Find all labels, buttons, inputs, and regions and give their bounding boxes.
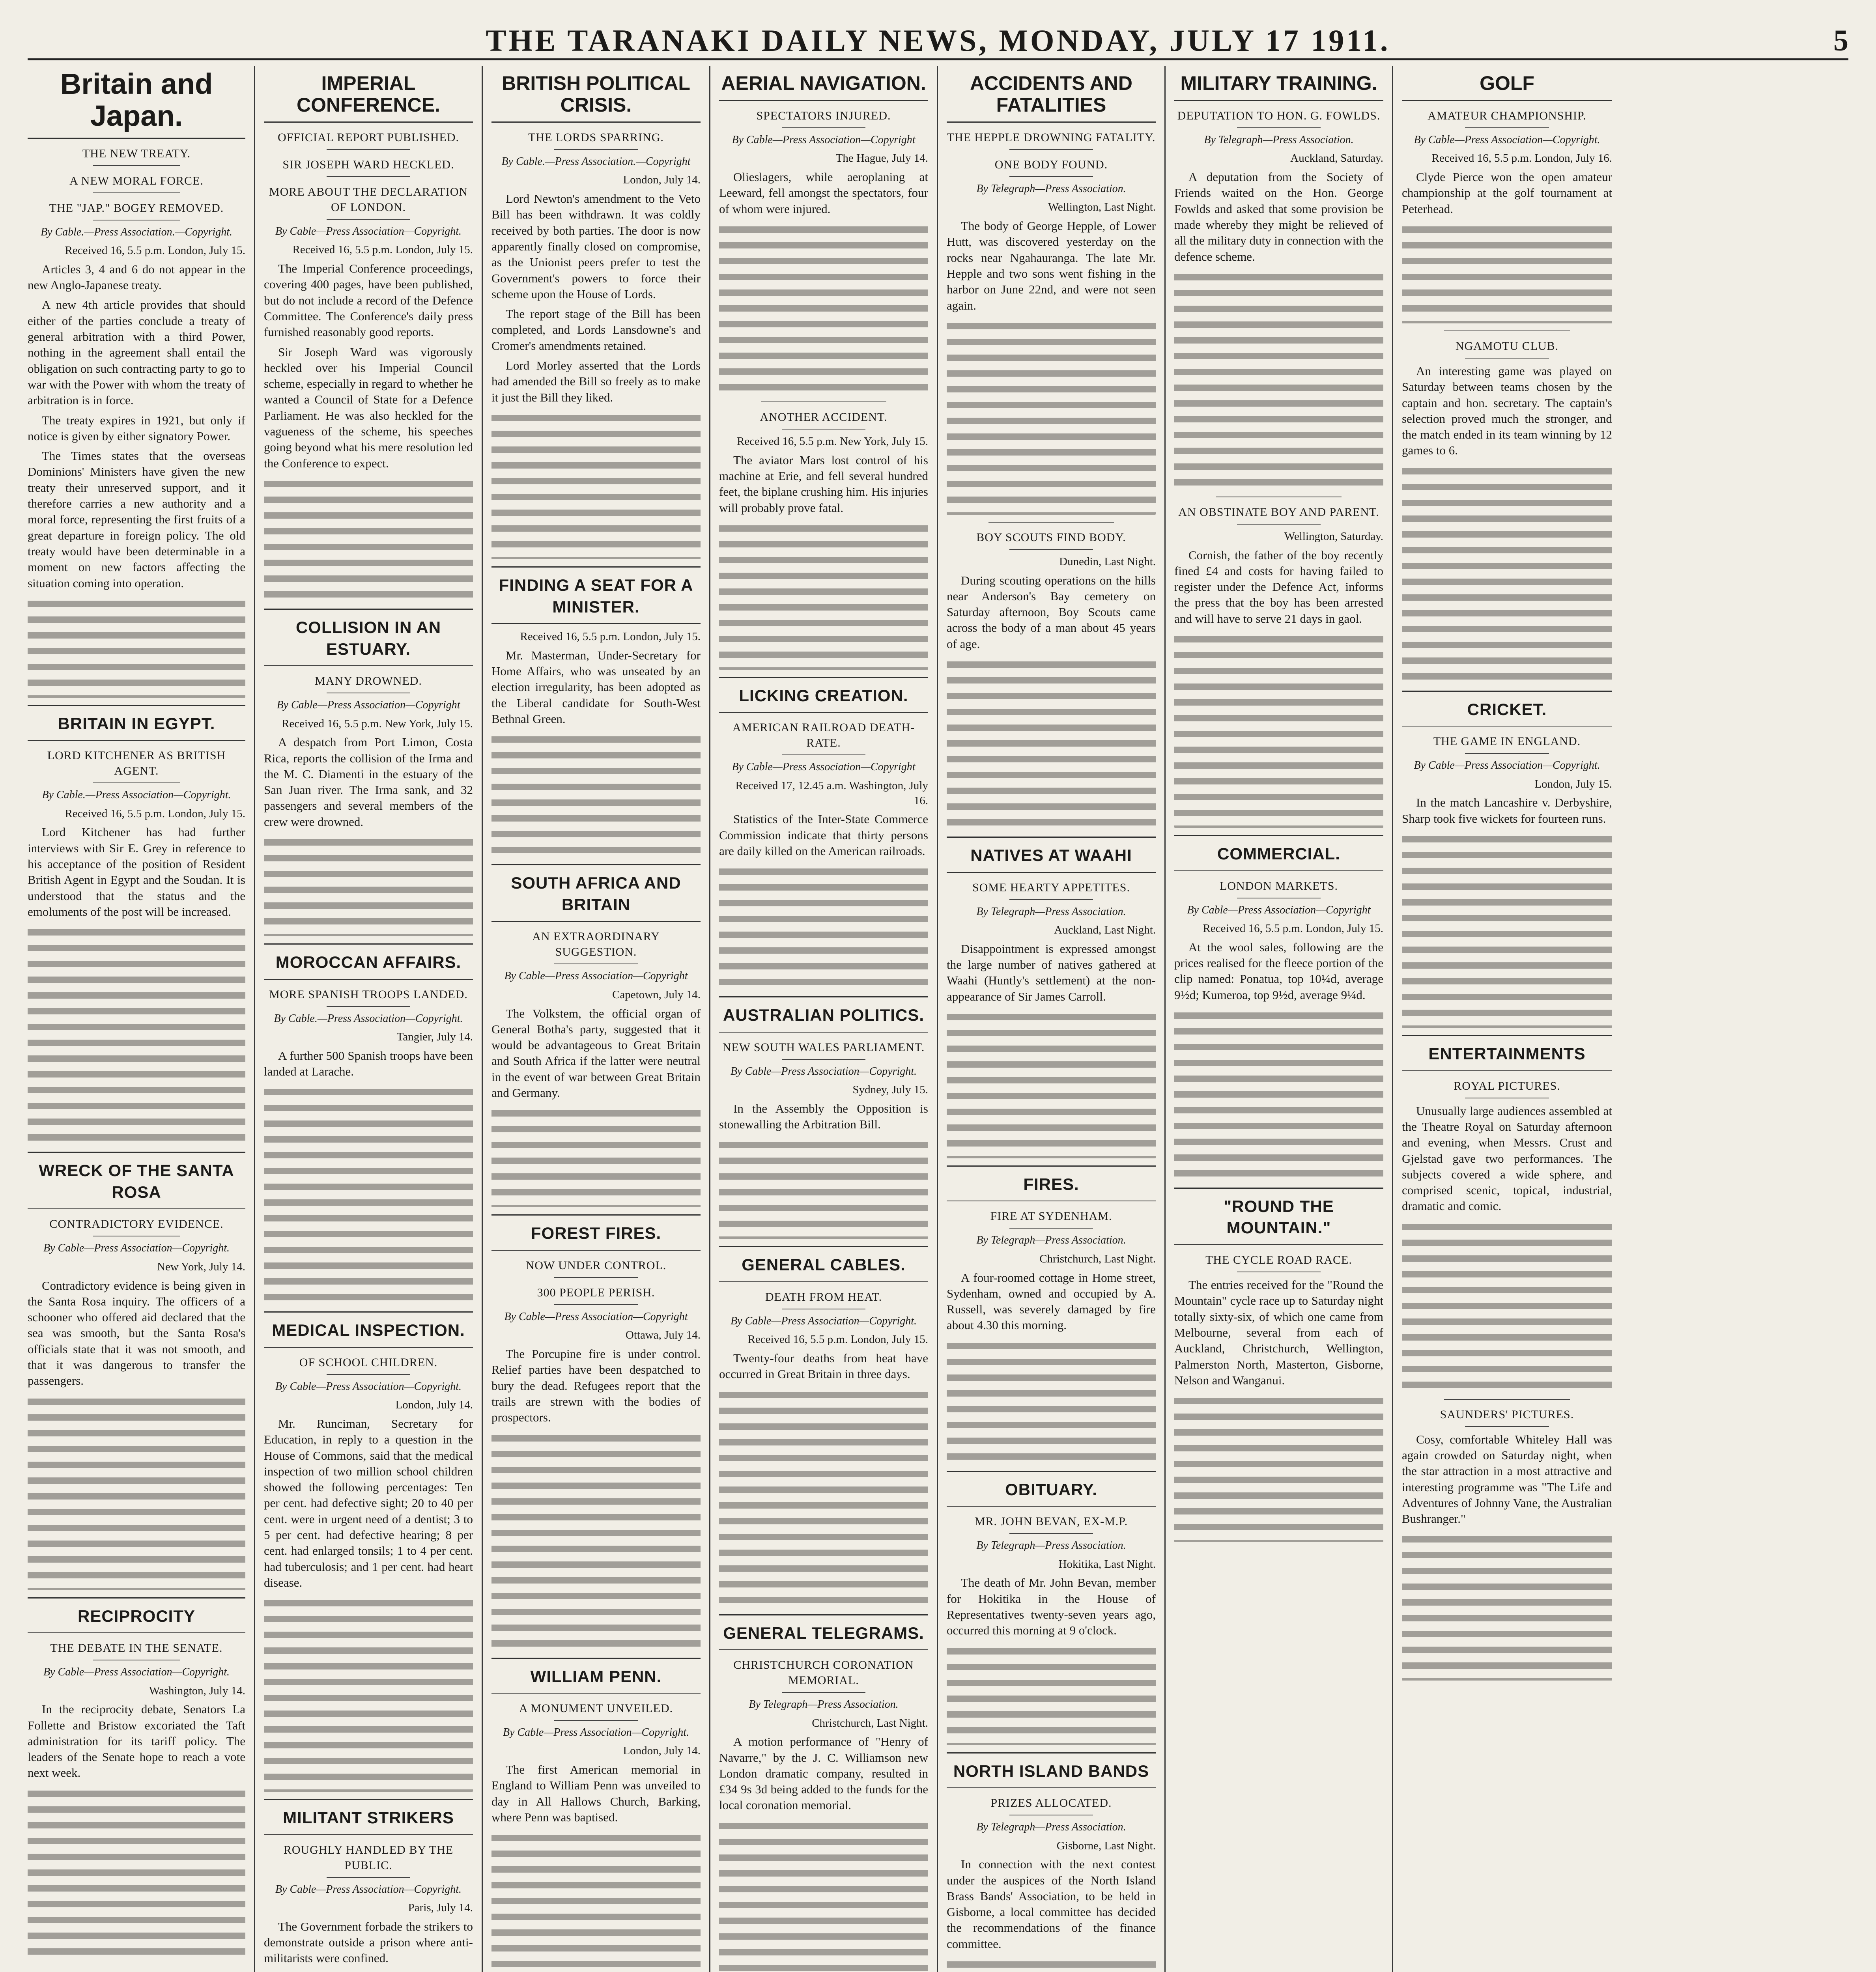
article-credit: By Cable—Press Association—Copyright.	[730, 1315, 917, 1327]
article-dateline: Received 16, 5.5 p.m. London, July 15.	[520, 630, 701, 643]
article-paragraph: Disappointment is expressed amongst the large number of natives gathered at Waahi (Huntly's settlement) at the non-appearance of Sir James Carroll.	[947, 941, 1156, 1003]
article-subheading: THE DEBATE IN THE SENATE.	[28, 1640, 245, 1660]
article-dateline: Capetown, July 14.	[612, 988, 701, 1001]
article-paragraph: In the reciprocity debate, Senators La Follette and Bristow excoriated the Taft administration for its tariff policy. The leaders of the Senate hope to reach a vote next week.	[28, 1702, 245, 1780]
article-credit: By Cable—Press Association—Copyright	[277, 699, 460, 711]
article-dateline: London, July 14.	[623, 174, 701, 187]
column-1	[28, 66, 255, 1972]
article-subheading: SPECTATORS INJURED.	[719, 108, 928, 128]
article-paragraph: A four-roomed cottage in Home street, Sydenham, owned and occupied by A. Russell, was severely damaged by fire about 4.30 this morning.	[947, 1270, 1156, 1332]
article-heading: LICKING CREATION.	[719, 677, 928, 713]
article-dateline: London, July 15.	[1534, 777, 1612, 790]
article-paragraph: At the wool sales, following are the prices realised for the fleece portion of the clip named: Ponatua, top 10¼d, average 9½d; Kumeroa, top 9½d, average 9¼d.	[1174, 940, 1383, 1002]
article-credit: By Telegraph—Press Association.	[976, 1539, 1126, 1552]
article-continued-text	[947, 656, 1156, 829]
article-subheading: AMERICAN RAILROAD DEATH-RATE.	[719, 720, 928, 755]
article-continued-text	[28, 1393, 245, 1590]
article-paragraph: Lord Newton's amendment to the Veto Bill has been withdrawn. It was coldly received by both parties. The door is now apparently finally closed on compromise, as the Unionist peers prefer to test the Government's powers to force their scheme upon the House of Lords.	[491, 192, 701, 301]
article-subheading: ROYAL PICTURES.	[1402, 1078, 1612, 1098]
column-4	[710, 66, 938, 1972]
article-paragraph: A new 4th article provides that should either of the parties conclude a treaty of general arbitration with a third Power, nothing in the agreement shall entail the obligation on such contracting party to go to war with the Power with whom the treaty of arbitration is in force.	[28, 298, 245, 407]
article-credit: By Cable—Press Association—Copyright	[732, 134, 916, 146]
article-continued-text	[491, 731, 701, 857]
article-dateline: Received 16, 5.5 p.m. New York, July 15.	[737, 435, 928, 448]
article-credit: By Cable—Press Association—Copyright.	[275, 1380, 462, 1393]
article-heading: MOROCCAN AFFAIRS.	[264, 943, 473, 980]
article-paragraph: A motion performance of "Henry of Navarre," by the J. C. Williamson new London dramatic company, resulted in £34 9s 3d being added to the funds for the local coronation memorial.	[719, 1735, 928, 1812]
article-subheading: NEW SOUTH WALES PARLIAMENT.	[719, 1040, 928, 1060]
article-continued-text	[1174, 631, 1383, 828]
article-subheading: MORE ABOUT THE DECLARATION OF LONDON.	[264, 184, 473, 220]
article-continued-text	[264, 1595, 473, 1792]
article-dateline: Wellington, Last Night.	[1048, 201, 1156, 214]
article-paragraph: The death of Mr. John Bevan, member for Hokitika in the House of Representatives twenty-seven years ago, occurred this morning at 9 o'clock.	[947, 1576, 1156, 1638]
article-continued-text	[719, 520, 928, 670]
article-paragraph: Twenty-four deaths from heat have occurred in Great Britain in three days.	[719, 1351, 928, 1381]
article-heading: COLLISION IN AN ESTUARY.	[264, 609, 473, 666]
article-subheading: AMATEUR CHAMPIONSHIP.	[1402, 108, 1612, 128]
article-continued-text	[264, 1083, 473, 1304]
article-credit: By Cable—Press Association—Copyright	[504, 1310, 688, 1323]
article-paragraph: In the match Lancashire v. Derbyshire, Sharp took five wickets for fourteen runs.	[1402, 796, 1612, 825]
article-dateline: Paris, July 14.	[408, 1901, 473, 1914]
section-divider	[761, 401, 886, 402]
article-paragraph: Contradictory evidence is being given in the Santa Rosa inquiry. The officers of a schooner who offered aid declared that the sea was smooth, but the Santa Rosa's officials state that it was not smooth, and that it was dangerous to transfer the passengers.	[28, 1278, 245, 1388]
article-heading: OBITUARY.	[947, 1471, 1156, 1507]
article-dateline: The Hague, July 14.	[835, 152, 928, 165]
article-heading: WILLIAM PENN.	[491, 1658, 701, 1694]
page-number: 5	[1833, 24, 1848, 57]
article-continued-text	[947, 317, 1156, 515]
article-dateline: Christchurch, Last Night.	[1039, 1252, 1156, 1265]
article-subheading: MORE SPANISH TROOPS LANDED.	[264, 987, 473, 1007]
article-paragraph: Lord Kitchener has had further interviews with Sir E. Grey in reference to his acceptance of the position of Resident British Agent in Egypt and the Soudan. It is understood that the status and the emoluments of the post will be increased.	[28, 825, 245, 919]
article-dateline: Received 16, 5.5 p.m. London, July 16.	[1431, 152, 1612, 165]
article-paragraph: A deputation from the Society of Friends waited on the Hon. George Fowlds and asked that some provision be made whereby they might be relieved of all the military duty in connection with the defence scheme.	[1174, 170, 1383, 263]
article-paragraph: Sir Joseph Ward was vigorously heckled over his Imperial Council scheme, especially in regard to whether he wanted a Council of State for a Defence Parliament. He was also heckled for the vagueness of the scheme, his speeches going beyond what his mere resolution led the Conference to expect.	[264, 345, 473, 470]
article-credit: By Cable—Press Association—Copyright.	[503, 1726, 689, 1739]
article-credit: By Cable—Press Association—Copyright	[504, 970, 688, 982]
article-paragraph: The first American memorial in England to William Penn was unveiled to day in All Hallows Church, Barking, where Penn was baptised.	[491, 1763, 701, 1824]
article-credit: By Cable—Press Association—Copyright.	[275, 1883, 462, 1895]
column-3	[483, 66, 710, 1972]
article-dateline: Auckland, Last Night.	[1054, 924, 1156, 937]
article-dateline: Tangier, July 14.	[396, 1030, 473, 1043]
article-heading: SOUTH AFRICA AND BRITAIN	[491, 864, 701, 922]
article-dateline: Received 16, 5.5 p.m. New York, July 15.	[282, 717, 473, 730]
article-dateline: Gisborne, Last Night.	[1056, 1839, 1156, 1852]
article-paragraph: Statistics of the Inter-State Commerce Commission indicate that thirty persons are daily killed on the American railroads.	[719, 812, 928, 858]
article-subheading: SOME HEARTY APPETITES.	[947, 880, 1156, 900]
article-credit: By Cable—Press Association—Copyright	[732, 761, 916, 773]
article-continued-text	[491, 1829, 701, 1972]
article-paragraph: Mr. Masterman, Under-Secretary for Home Affairs, who was unseated by an election irregularity, has been adopted as the Liberal candidate for South-West Bethnal Green.	[491, 648, 701, 726]
article-dateline: Received 16, 5.5 p.m. London, July 15.	[65, 807, 245, 820]
article-heading: MEDICAL INSPECTION.	[264, 1311, 473, 1348]
article-credit: By Cable—Press Association—Copyright	[1187, 904, 1371, 916]
article-credit: By Cable.—Press Association—Copyright.	[42, 789, 231, 801]
article-heading: FIRES.	[947, 1165, 1156, 1202]
article-subheading: MR. JOHN BEVAN, EX-M.P.	[947, 1514, 1156, 1534]
article-heading: GENERAL CABLES.	[719, 1246, 928, 1282]
article-continued-text	[719, 1817, 928, 1972]
article-dateline: Received 16, 5.5 p.m. London, July 15.	[747, 1333, 928, 1346]
article-continued-text	[28, 1785, 245, 1959]
article-paragraph: During scouting operations on the hills near Anderson's Bay cemetery on Saturday afternoon, Boy Scouts came across the body of a man about 45 years of age.	[947, 573, 1156, 651]
article-subheading: THE GAME IN ENGLAND.	[1402, 734, 1612, 754]
article-subheading: PRIZES ALLOCATED.	[947, 1795, 1156, 1815]
article-continued-text	[947, 1643, 1156, 1745]
article-continued-text	[264, 1970, 473, 1972]
article-dateline: Christchurch, Last Night.	[812, 1716, 928, 1729]
article-heading: Britain and Japan.	[28, 66, 245, 139]
article-subheading: THE NEW TREATY.	[28, 146, 245, 166]
article-heading: MILITANT STRIKERS	[264, 1799, 473, 1835]
article-continued-text	[1402, 831, 1612, 1028]
article-credit: By Cable—Press Association—Copyright.	[730, 1065, 917, 1078]
article-paragraph: The body of George Hepple, of Lower Hutt, was discovered yesterday on the rocks near Ngahauranga. The late Mr. Hepple and two sons went fishing in the harbor on June 22nd, and were not seen again.	[947, 219, 1156, 312]
article-heading: ACCIDENTS AND FATALITIES	[947, 66, 1156, 123]
article-paragraph: The treaty expires in 1921, but only if notice is given by either signatory Power.	[28, 413, 245, 443]
article-heading: ENTERTAINMENTS	[1402, 1035, 1612, 1071]
article-dateline: Auckland, Saturday.	[1290, 152, 1383, 165]
article-heading: AERIAL NAVIGATION.	[719, 66, 928, 101]
article-continued-text	[1174, 1007, 1383, 1180]
article-dateline: Dunedin, Last Night.	[1059, 555, 1156, 568]
article-continued-text	[264, 475, 473, 601]
article-credit: By Cable—Press Association—Copyright.	[1414, 759, 1600, 772]
article-paragraph: In the Assembly the Opposition is stonewalling the Arbitration Bill.	[719, 1101, 928, 1132]
article-continued-text	[491, 1105, 701, 1207]
article-continued-text	[947, 1008, 1156, 1158]
article-continued-text	[947, 1337, 1156, 1464]
article-heading: AUSTRALIAN POLITICS.	[719, 996, 928, 1033]
article-continued-text	[1402, 463, 1612, 683]
article-dateline: Wellington, Saturday.	[1284, 530, 1383, 543]
article-dateline: Received 16, 5.5 p.m. London, July 15.	[292, 243, 473, 256]
article-credit: By Telegraph—Press Association.	[976, 905, 1126, 918]
article-heading: "ROUND THE MOUNTAIN."	[1174, 1188, 1383, 1245]
article-continued-text	[28, 595, 245, 698]
article-subheading: BOY SCOUTS FIND BODY.	[947, 530, 1156, 550]
article-continued-text	[1174, 1392, 1383, 1542]
article-dateline: Received 16, 5.5 p.m. London, July 15.	[1203, 922, 1383, 935]
article-credit: By Cable—Press Association—Copyright.	[1414, 134, 1600, 146]
article-paragraph: The Times states that the overseas Dominions' Ministers have given the new treaty their unreserved support, and it therefore carries a new authority and a moral force, representing the first fruits of a great departure in foreign policy. The old treaty would have been determinable in a moment on new factors affecting the situation coming into operation.	[28, 449, 245, 590]
article-heading: GENERAL TELEGRAMS.	[719, 1614, 928, 1651]
article-subheading: THE LORDS SPARRING.	[491, 130, 701, 150]
section-divider	[1444, 1399, 1570, 1400]
article-subheading: OFFICIAL REPORT PUBLISHED.	[264, 130, 473, 150]
article-paragraph: Lord Morley asserted that the Lords had amended the Bill so freely as to make it just the Bill they liked.	[491, 359, 701, 404]
article-subheading: FIRE AT SYDENHAM.	[947, 1208, 1156, 1229]
article-subheading: LONDON MARKETS.	[1174, 878, 1383, 898]
article-credit: By Cable—Press Association—Copyright.	[43, 1666, 230, 1679]
article-credit: By Telegraph—Press Association.	[976, 183, 1126, 195]
article-subheading: OF SCHOOL CHILDREN.	[264, 1355, 473, 1375]
article-heading: COMMERCIAL.	[1174, 835, 1383, 871]
newspaper-title: THE TARANAKI DAILY NEWS, MONDAY, JULY 17 1911.	[486, 23, 1390, 58]
article-paragraph: Olieslagers, while aeroplaning at Leeward, fell amongst the spectators, four of whom were injured.	[719, 170, 928, 216]
column-6	[1166, 66, 1393, 1972]
article-continued-text	[1174, 269, 1383, 489]
article-subheading: THE HEPPLE DROWNING FATALITY.	[947, 130, 1156, 150]
article-paragraph: An interesting game was played on Saturday between teams chosen by the captain and hon. secretary. The captain's selection proved much the stronger, and the match ended in its team winning by 12 games to 6.	[1402, 364, 1612, 458]
article-credit: By Cable.—Press Association.—Copyright	[501, 155, 691, 168]
article-heading: WRECK OF THE SANTA ROSA	[28, 1152, 245, 1209]
column-2	[255, 66, 483, 1972]
article-subheading: THE "JAP." BOGEY REMOVED.	[28, 200, 245, 220]
article-subheading: A NEW MORAL FORCE.	[28, 173, 245, 193]
article-subheading: LORD KITCHENER AS BRITISH AGENT.	[28, 748, 245, 783]
masthead	[28, 23, 1848, 60]
article-subheading: AN OBSTINATE BOY AND PARENT.	[1174, 504, 1383, 525]
article-paragraph: The entries received for the "Round the Mountain" cycle race up to Saturday night totally sixty-six, of which one came from Melbourne, several from each of Auckland, Christchurch, Wellington, Palmerston North, Masterton, Gisborne, Nelson and Wanganui.	[1174, 1278, 1383, 1387]
article-paragraph: Mr. Runciman, Secretary for Education, in reply to a question in the House of Commons, said that the medical inspection of two million school children showed the following percentages: Ten per cent. had defective sight; 20 to 40 per cent. were in urgent need of a dentist; 3 to 5 per cent. had defective hearing; 8 per cent. had enlarged tonsils; 1 to 4 per cent. had tuberculosis; and 1 per cent. had heart disease.	[264, 1416, 473, 1589]
article-heading: GOLF	[1402, 66, 1612, 101]
article-dateline: Washington, July 14.	[149, 1684, 245, 1697]
article-paragraph: In connection with the next contest under the auspices of the North Island Brass Bands' Association, to be held in Gisborne, a local committee has decided the recommendations of the finance committee.	[947, 1857, 1156, 1951]
article-paragraph: The report stage of the Bill has been completed, and Lords Lansdowne's and Cromer's amendments retained.	[491, 307, 701, 353]
article-subheading: ONE BODY FOUND.	[947, 157, 1156, 177]
article-paragraph: The Imperial Conference proceedings, covering 400 pages, have been published, but do not include a record of the Defence Committee. The Conference's daily press furnished reasonably good reports.	[264, 261, 473, 339]
article-credit: By Cable.—Press Association—Copyright.	[274, 1012, 463, 1025]
article-credit: By Cable—Press Association—Copyright.	[275, 225, 462, 237]
article-dateline: Received 17, 12.45 a.m. Washington, July 16.	[735, 779, 928, 807]
article-continued-text	[1402, 1531, 1612, 1681]
article-paragraph: Cosy, comfortable Whiteley Hall was again crowded on Saturday night, when the star attraction in a most attractive and interesting programme was "The Life and Adventures of Johnny Vane, the Australian Bushranger."	[1402, 1432, 1612, 1526]
article-columns	[28, 66, 1848, 1972]
article-subheading: ROUGHLY HANDLED BY THE PUBLIC.	[264, 1842, 473, 1878]
article-dateline: Sydney, July 15.	[852, 1083, 928, 1096]
article-heading: RECIPROCITY	[28, 1597, 245, 1634]
article-credit: By Cable—Press Association—Copyright.	[43, 1242, 230, 1255]
article-subheading: SAUNDERS' PICTURES.	[1402, 1407, 1612, 1427]
article-subheading: DEATH FROM HEAT.	[719, 1289, 928, 1309]
article-paragraph: The Government forbade the strikers to demonstrate outside a prison where anti-militarists were confined.	[264, 1919, 473, 1965]
article-continued-text	[28, 924, 245, 1145]
article-dateline: Ottawa, July 14.	[625, 1329, 701, 1342]
article-subheading: NGAMOTU CLUB.	[1402, 338, 1612, 359]
article-paragraph: The Porcupine fire is under control. Relief parties have been despatched to bury the dead. Refugees report that the trails are strewn with the bodies of prospectors.	[491, 1347, 701, 1425]
article-continued-text	[719, 221, 928, 394]
column-7	[1393, 66, 1621, 1972]
article-subheading: CHRISTCHURCH CORONATION MEMORIAL.	[719, 1657, 928, 1693]
article-paragraph: The aviator Mars lost control of his machine at Erie, and fell several hundred feet, the biplane crushing him. His injuries will probably prove fatal.	[719, 453, 928, 515]
article-paragraph: The Volkstem, the official organ of General Botha's party, suggested that it would be advantageous to Great Britain and South Africa if the latter were neutral in the event of war between Great Britain and Germany.	[491, 1006, 701, 1100]
article-dateline: Hokitika, Last Night.	[1058, 1557, 1156, 1571]
article-credit: By Telegraph—Press Association.	[1204, 134, 1354, 146]
article-subheading: CONTRADICTORY EVIDENCE.	[28, 1216, 245, 1236]
article-heading: FOREST FIRES.	[491, 1214, 701, 1251]
article-heading: NORTH ISLAND BANDS	[947, 1752, 1156, 1789]
article-dateline: London, July 14.	[623, 1744, 701, 1757]
article-subheading: MANY DROWNED.	[264, 673, 473, 693]
article-subheading: SIR JOSEPH WARD HECKLED.	[264, 157, 473, 177]
article-subheading: THE CYCLE ROAD RACE.	[1174, 1252, 1383, 1272]
article-dateline: New York, July 14.	[157, 1260, 245, 1273]
article-credit: By Cable.—Press Association.—Copyright.	[40, 226, 233, 238]
article-continued-text	[264, 834, 473, 936]
article-continued-text	[719, 1386, 928, 1607]
article-dateline: London, July 14.	[395, 1399, 473, 1412]
article-continued-text	[719, 863, 928, 989]
article-heading: BRITAIN IN EGYPT.	[28, 705, 245, 741]
article-subheading: NOW UNDER CONTROL.	[491, 1258, 701, 1278]
article-dateline: Received 16, 5.5 p.m. London, July 15.	[65, 244, 245, 257]
article-continued-text	[947, 1956, 1156, 1972]
article-paragraph: Articles 3, 4 and 6 do not appear in the new Anglo-Japanese treaty.	[28, 262, 245, 292]
article-paragraph: Cornish, the father of the boy recently fined £4 and costs for having failed to register under the Defence Act, informs the press that the boy has been arrested and will have to serve 21 days in gaol.	[1174, 548, 1383, 626]
column-5	[938, 66, 1166, 1972]
article-paragraph: A further 500 Spanish troops have been landed at Larache.	[264, 1048, 473, 1078]
article-subheading: A MONUMENT UNVEILED.	[491, 1701, 701, 1721]
article-heading: CRICKET.	[1402, 691, 1612, 727]
article-credit: By Telegraph—Press Association.	[976, 1821, 1126, 1834]
article-continued-text	[491, 1430, 701, 1651]
article-heading: IMPERIAL CONFERENCE.	[264, 66, 473, 123]
article-credit: By Telegraph—Press Association.	[749, 1698, 899, 1711]
article-heading: NATIVES AT WAAHI	[947, 837, 1156, 873]
article-continued-text	[1402, 221, 1612, 323]
article-credit: By Telegraph—Press Association.	[976, 1234, 1126, 1247]
article-paragraph: A despatch from Port Limon, Costa Rica, reports the collision of the Irma and the M. C. Diamenti in the estuary of the San Juan river. The Irma sank, and 32 passengers and several members of the crew were drowned.	[264, 735, 473, 829]
article-subheading: ANOTHER ACCIDENT.	[719, 409, 928, 430]
article-subheading: AN EXTRAORDINARY SUGGESTION.	[491, 929, 701, 964]
article-continued-text	[719, 1136, 928, 1239]
article-subheading: 300 PEOPLE PERISH.	[491, 1285, 701, 1305]
article-continued-text	[491, 409, 701, 559]
article-heading: FINDING A SEAT FOR A MINISTER.	[491, 566, 701, 624]
article-heading: BRITISH POLITICAL CRISIS.	[491, 66, 701, 123]
article-paragraph: Clyde Pierce won the open amateur championship at the golf tournament at Peterhead.	[1402, 170, 1612, 216]
article-subheading: DEPUTATION TO HON. G. FOWLDS.	[1174, 108, 1383, 128]
article-heading: MILITARY TRAINING.	[1174, 66, 1383, 101]
article-continued-text	[1402, 1218, 1612, 1392]
article-paragraph: Unusually large audiences assembled at the Theatre Royal on Saturday afternoon and evening, when Messrs. Crust and Gjelstad gave two performances. The subjects covered a wide sphere, and comprised scenic, topical, industrial, dramatic and comic.	[1402, 1104, 1612, 1213]
section-divider	[988, 522, 1114, 523]
